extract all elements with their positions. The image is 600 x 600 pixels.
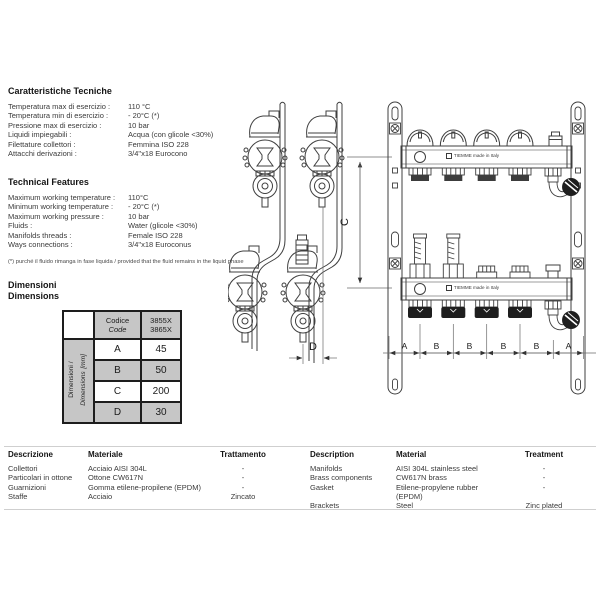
dimension-label-d: D bbox=[309, 341, 317, 353]
spec-value: - 20°C (*) bbox=[128, 111, 160, 121]
spec-row bbox=[8, 202, 198, 211]
material-treatment: - bbox=[241, 482, 245, 492]
spec-value: Femmina ISO 228 bbox=[128, 139, 189, 149]
top-manifold-bar bbox=[401, 132, 572, 168]
spec-row bbox=[8, 193, 198, 202]
tech-specs-en-title: Technical Features bbox=[8, 177, 89, 187]
material-row bbox=[310, 464, 582, 473]
spec-value: 3/4"x18 Euroconus bbox=[128, 240, 192, 250]
spec-value: - 20°C (*) bbox=[128, 202, 160, 212]
tech-specs-en bbox=[8, 177, 198, 249]
material-treatment: - bbox=[542, 473, 546, 483]
code-values-cell bbox=[141, 311, 181, 339]
material-name: Acciaio bbox=[88, 491, 113, 501]
material-row bbox=[8, 483, 283, 492]
spec-label: Ways connections : bbox=[8, 240, 73, 250]
col-header: Material bbox=[396, 450, 427, 459]
material-treatment: Zincato bbox=[230, 491, 256, 501]
dim-row-a bbox=[63, 339, 181, 360]
dimension-label-c: C bbox=[338, 218, 351, 226]
material-name: AISI 304L stainless steel bbox=[396, 464, 478, 474]
material-row bbox=[8, 492, 283, 501]
material-name: Steel bbox=[396, 501, 414, 511]
spec-label: Maximum working pressure : bbox=[8, 211, 104, 221]
dimensions-title-en: Dimensions bbox=[8, 291, 60, 301]
spec-label: Liquidi impiegabili : bbox=[8, 130, 72, 140]
material-desc: Guarnizioni bbox=[8, 482, 46, 492]
dim-letter: B bbox=[94, 360, 141, 381]
material-name: Ottone CW617N bbox=[88, 473, 144, 483]
dimension-label-b2: B bbox=[466, 341, 473, 351]
spec-row bbox=[8, 121, 213, 130]
spec-row bbox=[8, 140, 213, 149]
tiemme-logo-icon bbox=[446, 285, 452, 291]
spec-value: 10 bar bbox=[128, 211, 150, 221]
spec-label: Maximum working temperature : bbox=[8, 193, 116, 202]
material-treatment: - bbox=[542, 482, 546, 492]
material-desc: Manifolds bbox=[310, 464, 343, 474]
material-row bbox=[310, 483, 582, 501]
material-name: Gomma etilene-propilene (EPDM) bbox=[88, 482, 201, 492]
material-treatment: - bbox=[241, 473, 245, 483]
spec-row bbox=[8, 130, 213, 139]
dimension-label-b4: B bbox=[533, 341, 540, 351]
bottom-manifold-brand: TIEMME made in Italy bbox=[425, 285, 520, 291]
dim-side-label-en: Dimensions [mm] bbox=[80, 353, 88, 406]
dim-table-header-row bbox=[63, 311, 181, 339]
spec-label: Temperatura min di esercizio : bbox=[8, 111, 109, 121]
spec-value: 3/4"x18 Eurocono bbox=[128, 149, 188, 159]
materials-table-it bbox=[8, 450, 283, 501]
spec-value: 110°C bbox=[128, 193, 149, 202]
material-desc: Brackets bbox=[310, 501, 340, 511]
spec-value: Female ISO 228 bbox=[128, 230, 183, 240]
dim-value: 45 bbox=[141, 339, 181, 360]
tiemme-logo-icon bbox=[446, 153, 452, 159]
materials-table-en bbox=[310, 450, 582, 510]
material-desc: Gasket bbox=[310, 482, 334, 492]
dimensions-table bbox=[62, 310, 182, 424]
spec-label: Minimum working temperature : bbox=[8, 202, 114, 212]
top-manifold-brand: TIEMME made in Italy bbox=[425, 153, 520, 159]
spec-value: 110 °C bbox=[128, 102, 151, 111]
material-row bbox=[8, 473, 283, 482]
liquid-phase-footnote: (*) purché il fluido rimanga in fase liquida / provided that the fluid remains in the liquid phase bbox=[8, 259, 244, 265]
dimension-label-a1: A bbox=[401, 341, 408, 351]
dim-value: 30 bbox=[141, 402, 181, 423]
code-header-en: Code bbox=[108, 325, 127, 334]
col-header: Description bbox=[310, 450, 355, 459]
material-treatment: - bbox=[241, 464, 245, 474]
dim-side-label bbox=[66, 354, 90, 406]
tech-specs-it-title: Caratteristiche Tecniche bbox=[8, 86, 112, 96]
spec-label: Pressione max di esercizio : bbox=[8, 120, 102, 130]
material-desc: Staffe bbox=[8, 491, 28, 501]
spec-row bbox=[8, 212, 198, 221]
spec-row bbox=[8, 111, 213, 120]
code-header-it: Codice bbox=[105, 316, 130, 325]
material-name: CW617N brass bbox=[396, 473, 447, 483]
spec-value: 10 bar bbox=[128, 120, 150, 130]
material-row bbox=[8, 464, 283, 473]
dimension-label-a2: A bbox=[565, 341, 572, 351]
spec-row bbox=[8, 221, 198, 230]
dim-table-corner-cell bbox=[63, 311, 94, 339]
dimension-c-lines bbox=[347, 157, 392, 288]
spec-label: Fluids : bbox=[8, 221, 33, 231]
spec-label: Filettature collettori : bbox=[8, 139, 76, 149]
spec-value: Water (glicole <30%) bbox=[128, 221, 198, 231]
material-treatment: - bbox=[542, 464, 546, 474]
material-name: Etilene-propylene rubber (EPDM) bbox=[396, 482, 479, 501]
dim-side-label-cell bbox=[63, 339, 94, 423]
dimension-label-b3: B bbox=[500, 341, 507, 351]
spec-label: Manifolds threads : bbox=[8, 230, 72, 240]
col-header: Treatment bbox=[524, 450, 564, 459]
material-desc: Brass components bbox=[310, 473, 373, 483]
materials-header-row bbox=[8, 450, 283, 459]
dim-letter: A bbox=[94, 339, 141, 360]
dimension-label-b1: B bbox=[433, 341, 440, 351]
dim-side-label-it: Dimensioni / bbox=[68, 361, 76, 398]
material-treatment: Zinc plated bbox=[525, 501, 563, 511]
material-desc: Particolari in ottone bbox=[8, 473, 73, 483]
col-header: Descrizione bbox=[8, 450, 53, 459]
material-row bbox=[310, 473, 582, 482]
tech-specs-it bbox=[8, 86, 213, 158]
spec-row bbox=[8, 102, 213, 111]
dim-letter: C bbox=[94, 381, 141, 402]
materials-header-row bbox=[310, 450, 582, 459]
col-header: Trattamento bbox=[220, 450, 266, 459]
code-header-cell bbox=[94, 311, 141, 339]
code-value-2: 3865X bbox=[150, 325, 172, 334]
material-row bbox=[310, 501, 582, 510]
code-value-1: 3855X bbox=[150, 316, 172, 325]
manifold-technical-drawing bbox=[228, 85, 600, 400]
dim-letter: D bbox=[94, 402, 141, 423]
spec-label: Temperatura max di esercizio : bbox=[8, 102, 111, 111]
dim-value: 200 bbox=[141, 381, 181, 402]
spec-row bbox=[8, 231, 198, 240]
col-header: Materiale bbox=[88, 450, 123, 459]
spec-row bbox=[8, 240, 198, 249]
materials-table-top-rule bbox=[4, 446, 596, 447]
dim-value: 50 bbox=[141, 360, 181, 381]
material-name: Acciaio AISI 304L bbox=[88, 464, 147, 474]
dimensions-title-it: Dimensioni bbox=[8, 280, 57, 290]
material-desc: Collettori bbox=[8, 464, 38, 474]
spec-row bbox=[8, 149, 213, 158]
spec-value: Acqua (con glicole <30%) bbox=[128, 130, 214, 140]
spec-label: Attacchi derivazioni : bbox=[8, 149, 77, 159]
